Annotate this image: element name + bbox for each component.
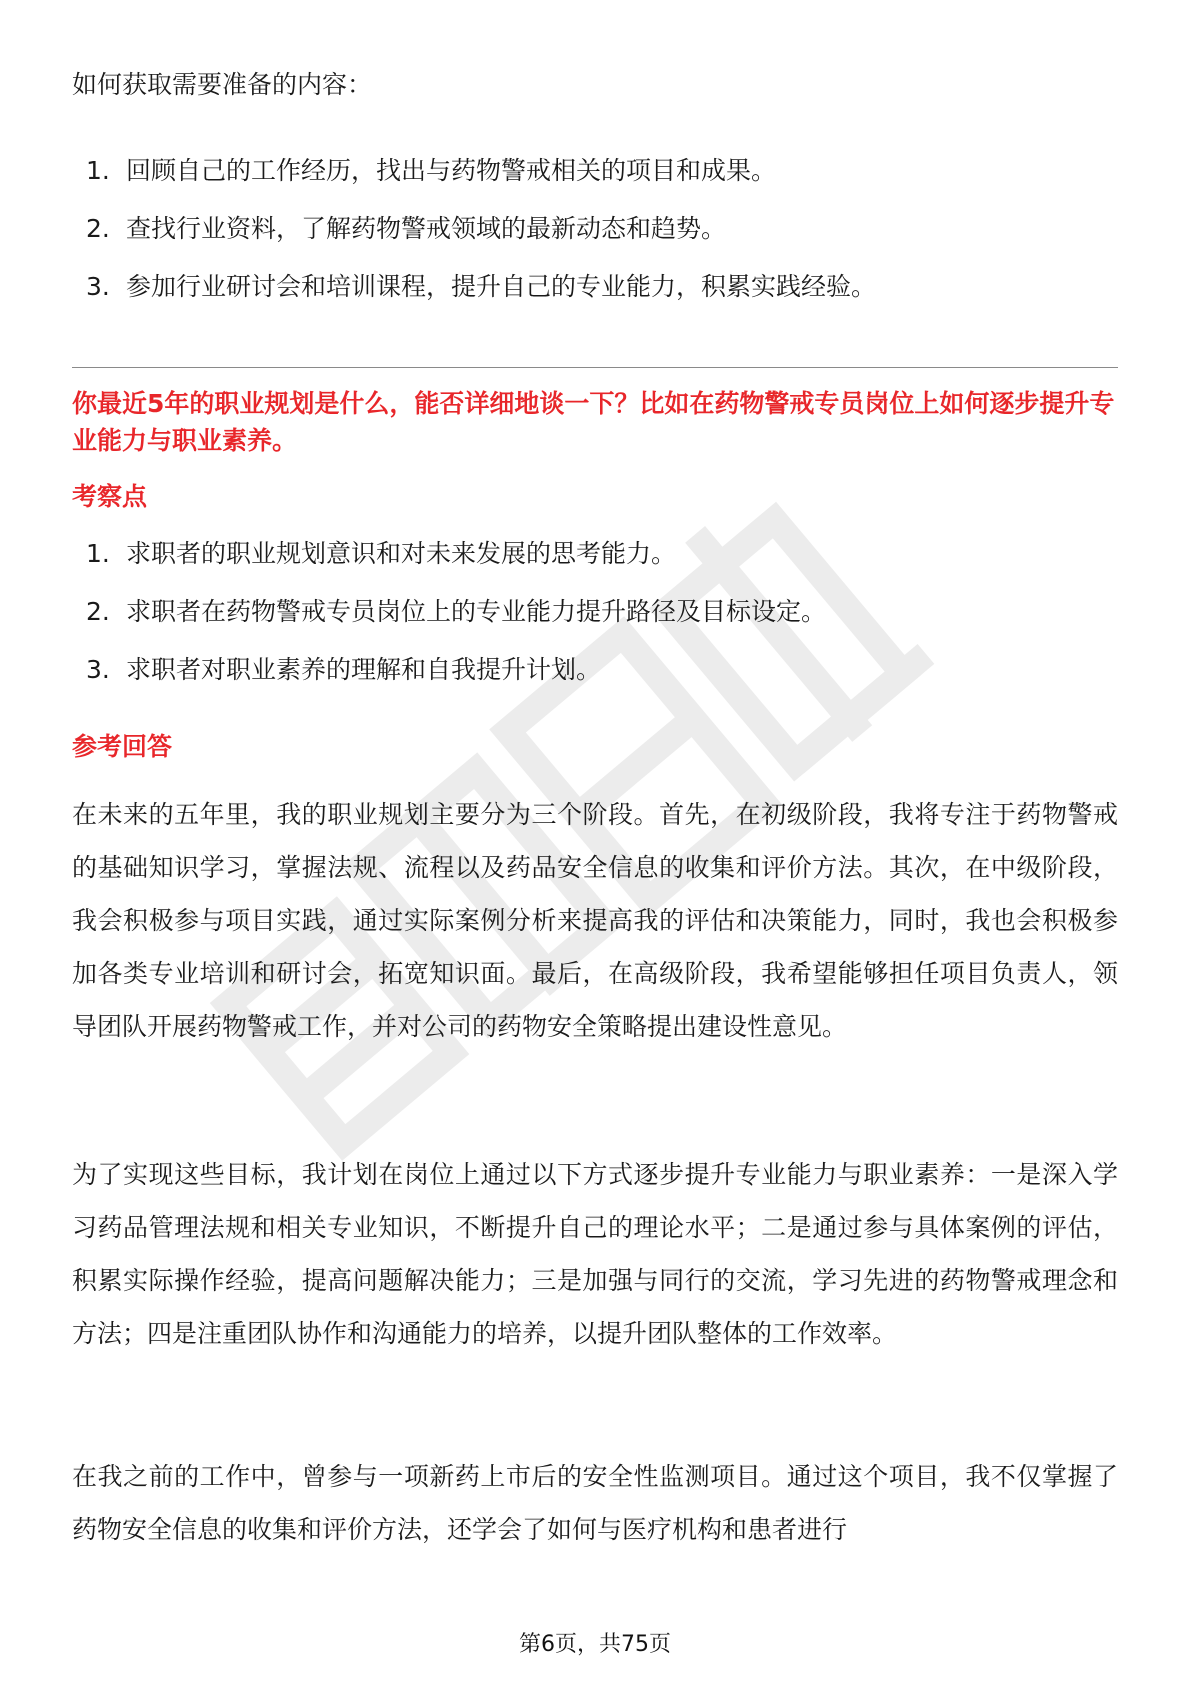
answer-title: 参考回答 [72,732,173,761]
list-item [72,258,876,316]
answer-paragraph: 在我之前的工作中，曾参与一项新药上市后的安全性监测项目。通过这个项目，我不仅掌握了药物安全信息的收集和评价方法，还学会了如何与医疗机构和患者进行 [72,1462,1118,1544]
prep-steps-list [72,142,876,316]
list-item-text: 查找行业资料，了解药物警戒领域的最新动态和趋势。 [126,214,727,243]
answer-paragraph: 在未来的五年里，我的职业规划主要分为三个阶段。首先，在初级阶段，我将专注于药物警戒的基础知识学习，掌握法规、流程以及药品安全信息的收集和评价方法。其次，在中级阶段，我会积极参与项目实践，通过实际案例分析来提高我的评估和决策能力，同时，我也会积极参加各类专业培训和研讨会，拓宽知识面。最后，在高级阶段，我希望能够担任项目负责人，领导团队开展药物警戒工作，并对公司的药物安全策略提出建设性意见。 [72,800,1118,1041]
list-number: 3. [86,272,110,301]
answer-paragraph: 为了实现这些目标，我计划在岗位上通过以下方式逐步提升专业能力与职业素养：一是深入学习药品管理法规和相关专业知识，不断提升自己的理论水平；二是通过参与具体案例的评估，积累实际操作经验，提高问题解决能力；三是加强与同行的交流，学习先进的药物警戒理念和方法；四是注重团队协作和沟通能力的培养，以提升团队整体的工作效率。 [72,1160,1118,1348]
page-footer: 第6页，共75页 [519,1632,671,1657]
list-item-text: 求职者对职业素养的理解和自我提升计划。 [126,655,602,684]
list-item-text: 回顾自己的工作经历，找出与药物警戒相关的项目和成果。 [126,156,777,185]
list-item [72,583,826,641]
list-item-text: 求职者在药物警戒专员岗位上的专业能力提升路径及目标设定。 [126,597,827,626]
assessment-list [72,525,826,699]
list-number: 2. [86,214,110,243]
list-number: 1. [86,156,110,185]
prep-heading: 如何获取需要准备的内容： [72,70,373,99]
list-item [72,525,826,583]
list-number: 3. [86,655,110,684]
list-number: 1. [86,539,110,568]
section-divider [72,367,1118,368]
interview-question: 你最近5年的职业规划是什么，能否详细地谈一下？比如在药物警戒专员岗位上如何逐步提升专业能力与职业素养。 [72,389,1115,455]
list-item [72,200,876,258]
list-item [72,641,826,699]
list-item-text: 求职者的职业规划意识和对未来发展的思考能力。 [126,539,677,568]
assessment-title: 考察点 [72,482,148,511]
list-item-text: 参加行业研讨会和培训课程，提升自己的专业能力，积累实践经验。 [126,272,877,301]
list-item [72,142,876,200]
list-number: 2. [86,597,110,626]
